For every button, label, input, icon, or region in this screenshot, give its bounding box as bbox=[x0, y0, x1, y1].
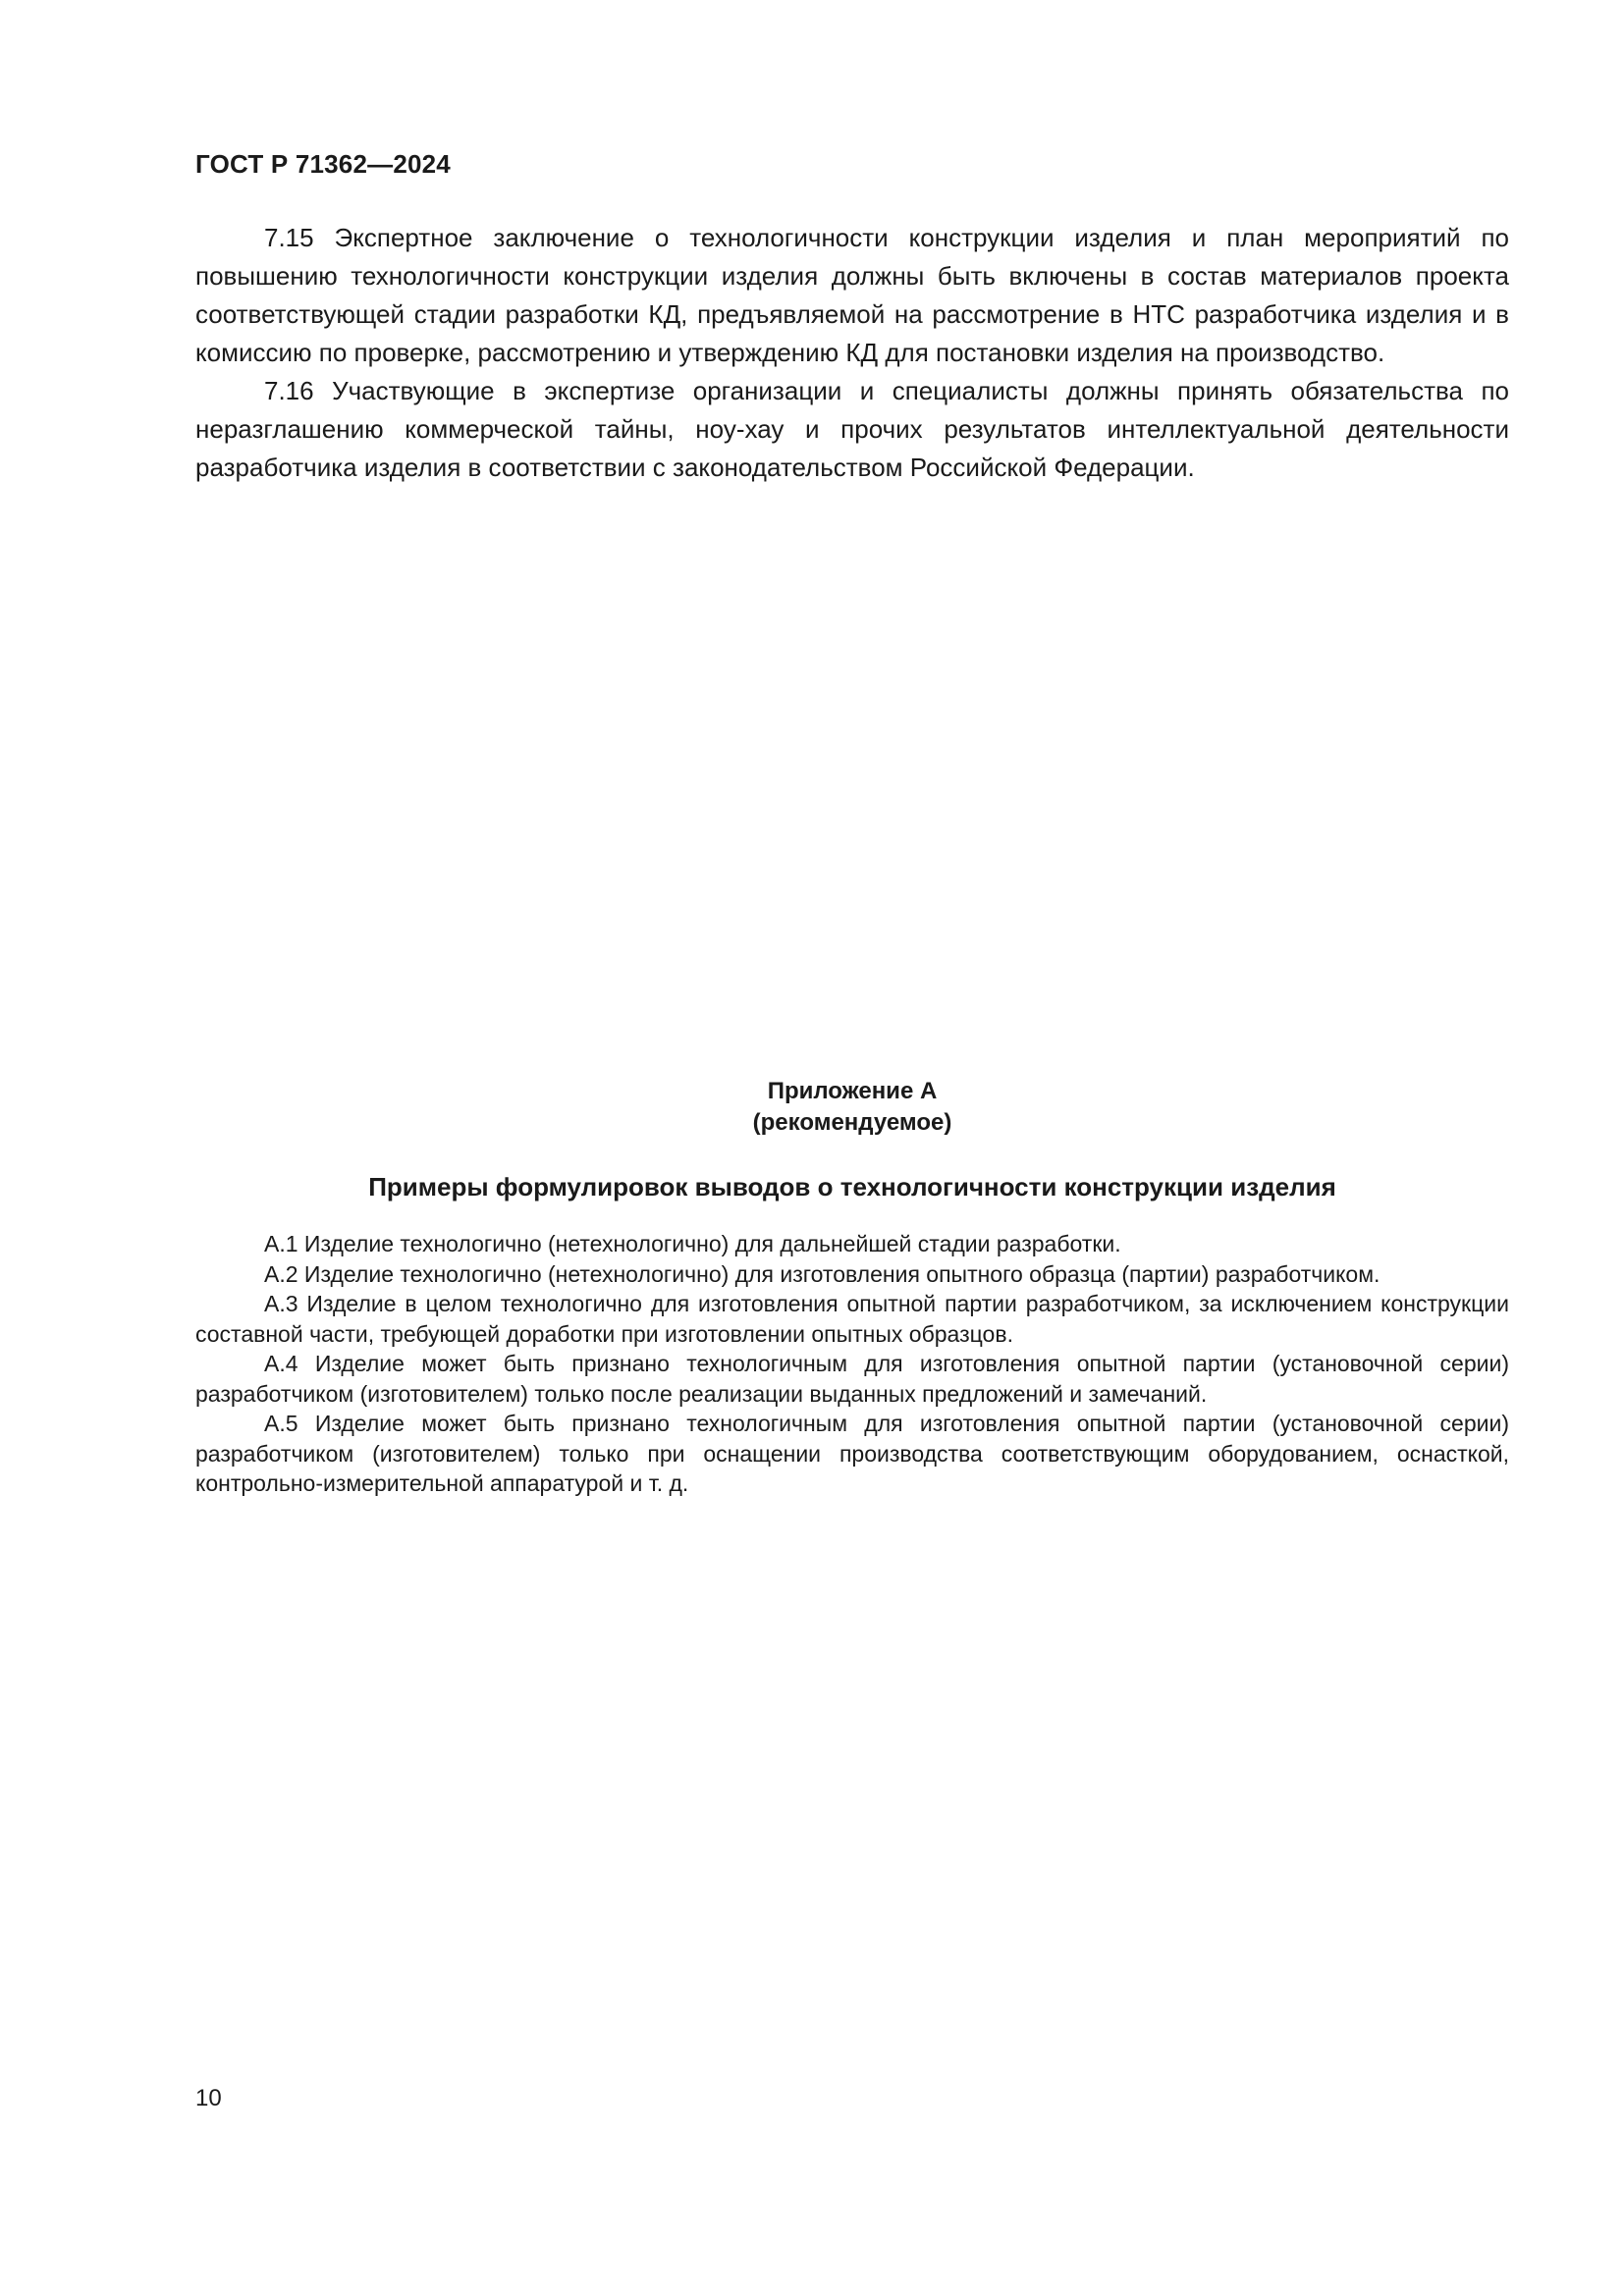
paragraph-7-15: 7.15 Экспертное заключение о технологичности конструкции изделия и план мероприятий по повышению технологичности конструкции изделия должны быть включены в состав материалов проекта соответствующей стадии разработки КД, предъявляемой на рассмотрение в НТС разработчика изделия и в комиссию по проверке, рассмотрению и утверждению КД для постановки изделия на производство. bbox=[195, 223, 1509, 367]
appendix-item-a4: А.4 Изделие может быть признано технологичным для изготовления опытной партии (установочной серии) разработчиком (изготовителем) только после реализации выданных предложений и замечаний. bbox=[195, 1351, 1509, 1407]
appendix-item-a1: А.1 Изделие технологично (нетехнологично) для дальнейшей стадии разработки. bbox=[264, 1231, 1121, 1256]
appendix-item-a2: А.2 Изделие технологично (нетехнологично) для изготовления опытного образца (партии) разработчиком. bbox=[264, 1260, 1380, 1287]
appendix-item-a5: А.5 Изделие может быть признано технологичным для изготовления опытной партии (установочной серии) разработчиком (изготовителем) только при оснащении производства соответствующим оборудованием, оснасткой, контрольно-измерительной аппаратурой и т. д. bbox=[195, 1411, 1509, 1496]
appendix-body bbox=[195, 1229, 1509, 1499]
appendix-item-a3: А.3 Изделие в целом технологично для изготовления опытной партии разработчиком, за исключением конструкции составной части, требующей доработки при изготовлении опытных образцов. bbox=[195, 1291, 1509, 1347]
appendix-label: Приложение А bbox=[767, 1078, 938, 1104]
paragraph-7-16: 7.16 Участвующие в экспертизе организации и специалисты должны принять обязательства по неразглашению коммерческой тайны, ноу-хау и прочих результатов интеллектуальной деятельности разработчика изделия в соответствии с законодательством Российской Федерации. bbox=[195, 376, 1509, 482]
page-number: 10 bbox=[195, 2085, 222, 2111]
appendix-heading bbox=[195, 1076, 1509, 1139]
standard-header: ГОСТ Р 71362—2024 bbox=[195, 149, 451, 179]
section-7-body bbox=[195, 219, 1509, 487]
appendix-title: Примеры формулировок выводов о технологичности конструкции изделия bbox=[368, 1172, 1336, 1201]
appendix-status: (рекомендуемое) bbox=[752, 1109, 952, 1136]
